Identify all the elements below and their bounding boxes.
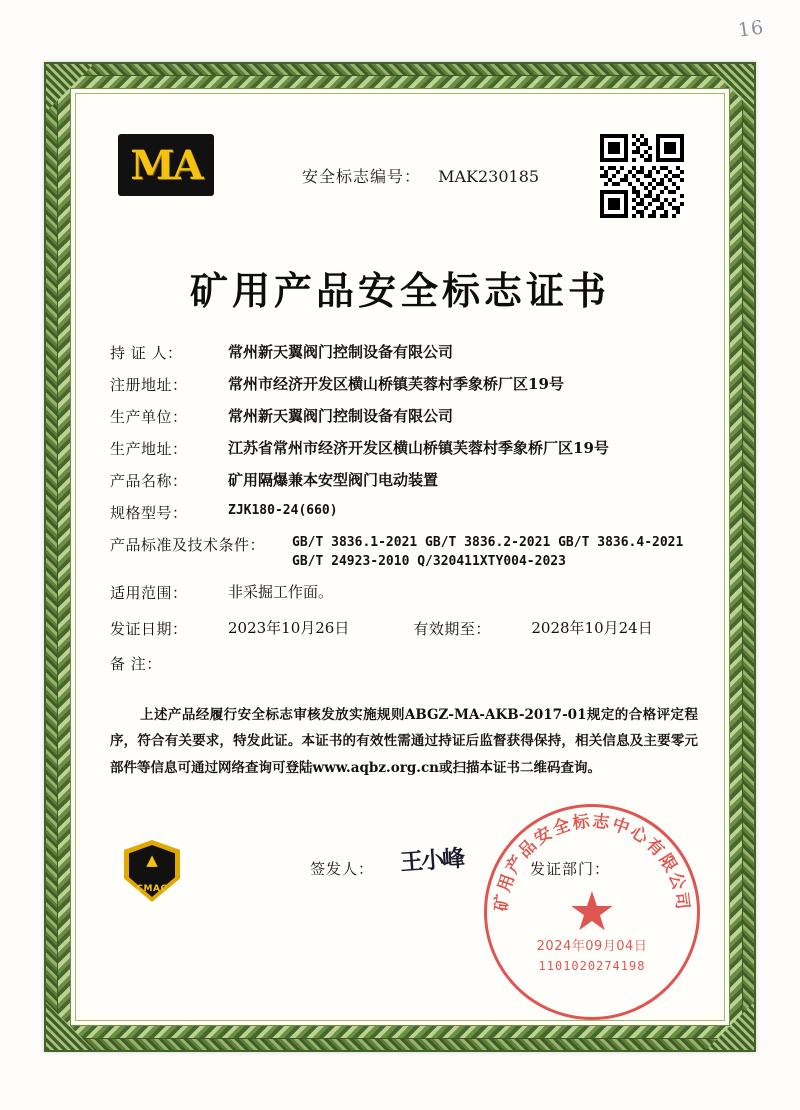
certificate-statement xyxy=(110,702,698,781)
field-value-holder: 常州新天翼阀门控制设备有限公司 xyxy=(228,343,454,361)
official-red-seal xyxy=(484,804,700,1020)
field-label-holder: 持 证 人： xyxy=(110,344,183,362)
field-label-remark: 备 注： xyxy=(110,655,162,674)
statement-text-part2: 或扫描本证书二维码查询。 xyxy=(439,759,601,776)
field-value-issue-date: 2023年10月26日 xyxy=(228,618,350,637)
certificate-document xyxy=(44,62,756,1052)
field-value-standards: GB/T 3836.1-2021 GB/T 3836.2-2021 GB/T 3836.4-2021 GB/T 24923-2010 Q/320411XTY004-2023 xyxy=(292,535,684,569)
issuing-department-label: 发证部门： xyxy=(530,860,611,878)
field-row-production-address xyxy=(110,438,698,460)
field-value-scope: 非采掘工作面。 xyxy=(228,582,334,601)
field-value-product-name: 矿用隔爆兼本安型阀门电动装置 xyxy=(228,471,439,489)
field-row-dates xyxy=(110,618,698,640)
field-label-standards: 产品标准及技术条件： xyxy=(110,536,266,554)
seal-arc-top-text: 矿用产品安全标志中心有限公司 xyxy=(491,811,693,913)
field-label-manufacturer: 生产单位： xyxy=(110,408,188,426)
cmac-shield-icon xyxy=(124,840,180,902)
field-row-scope xyxy=(110,582,698,604)
signer-label: 签发人： xyxy=(310,860,375,878)
field-value-registered-address: 常州市经济开发区横山桥镇芙蓉村季象桥厂区19号 xyxy=(228,375,564,393)
cmac-label: CMAC xyxy=(136,884,168,894)
issue-date-pair xyxy=(110,618,349,640)
field-value-production-address: 江苏省常州市经济开发区横山桥镇芙蓉村季象桥厂区19号 xyxy=(228,439,609,457)
field-row-holder xyxy=(110,342,698,364)
statement-url[interactable]: www.aqbz.org.cn xyxy=(312,759,439,776)
field-label-product-name: 产品名称： xyxy=(110,472,188,490)
field-row-model xyxy=(110,502,698,524)
field-label-scope: 适用范围： xyxy=(110,583,188,602)
statement-text-part1: 上述产品经履行安全标志审核发放实施规则ABGZ-MA-AKB-2017-01规定的合格评定程序，符合有关要求，特发此证。本证书的有效性需通过持证后监督获得保持，相关信息及主要零元部件等信息可通过网络查询可登陆 xyxy=(110,707,698,776)
field-label-issue-date: 发证日期： xyxy=(110,620,188,639)
field-value-model: ZJK180-24(660) xyxy=(228,503,338,518)
field-value-expiry-date: 2028年10月24日 xyxy=(531,618,653,637)
certificate-number-row xyxy=(302,164,539,187)
signer-signature: 王小峰 xyxy=(399,844,465,877)
field-value-manufacturer: 常州新天翼阀门控制设备有限公司 xyxy=(228,407,454,425)
field-row-standards xyxy=(110,534,698,572)
certificate-title: 矿用产品安全标志证书 xyxy=(189,268,610,313)
certificate-number-label: 安全标志编号： xyxy=(302,167,422,186)
field-label-model: 规格型号： xyxy=(110,504,188,522)
qr-code-icon xyxy=(600,134,684,218)
seal-code: 1101020274198 xyxy=(538,959,646,973)
field-row-remark xyxy=(110,653,698,675)
field-label-registered-address: 注册地址： xyxy=(110,376,188,394)
certificate-number-value: MAK230185 xyxy=(438,167,540,186)
ma-logo-icon xyxy=(118,134,214,196)
field-row-registered-address xyxy=(110,374,698,396)
ma-logo-text: MA xyxy=(130,141,202,189)
certificate-fields xyxy=(110,342,698,685)
handwritten-page-number: 16 xyxy=(736,16,766,42)
seal-date: 2024年09月04日 xyxy=(536,939,648,954)
cmac-mark-glyph: ▲ xyxy=(146,851,158,869)
seal-star-icon: ★ xyxy=(567,880,617,943)
field-row-product-name xyxy=(110,470,698,492)
field-label-expiry-date: 有效期至： xyxy=(413,620,491,639)
field-row-manufacturer xyxy=(110,406,698,428)
expiry-date-pair xyxy=(413,618,652,640)
field-label-production-address: 生产地址： xyxy=(110,440,188,458)
